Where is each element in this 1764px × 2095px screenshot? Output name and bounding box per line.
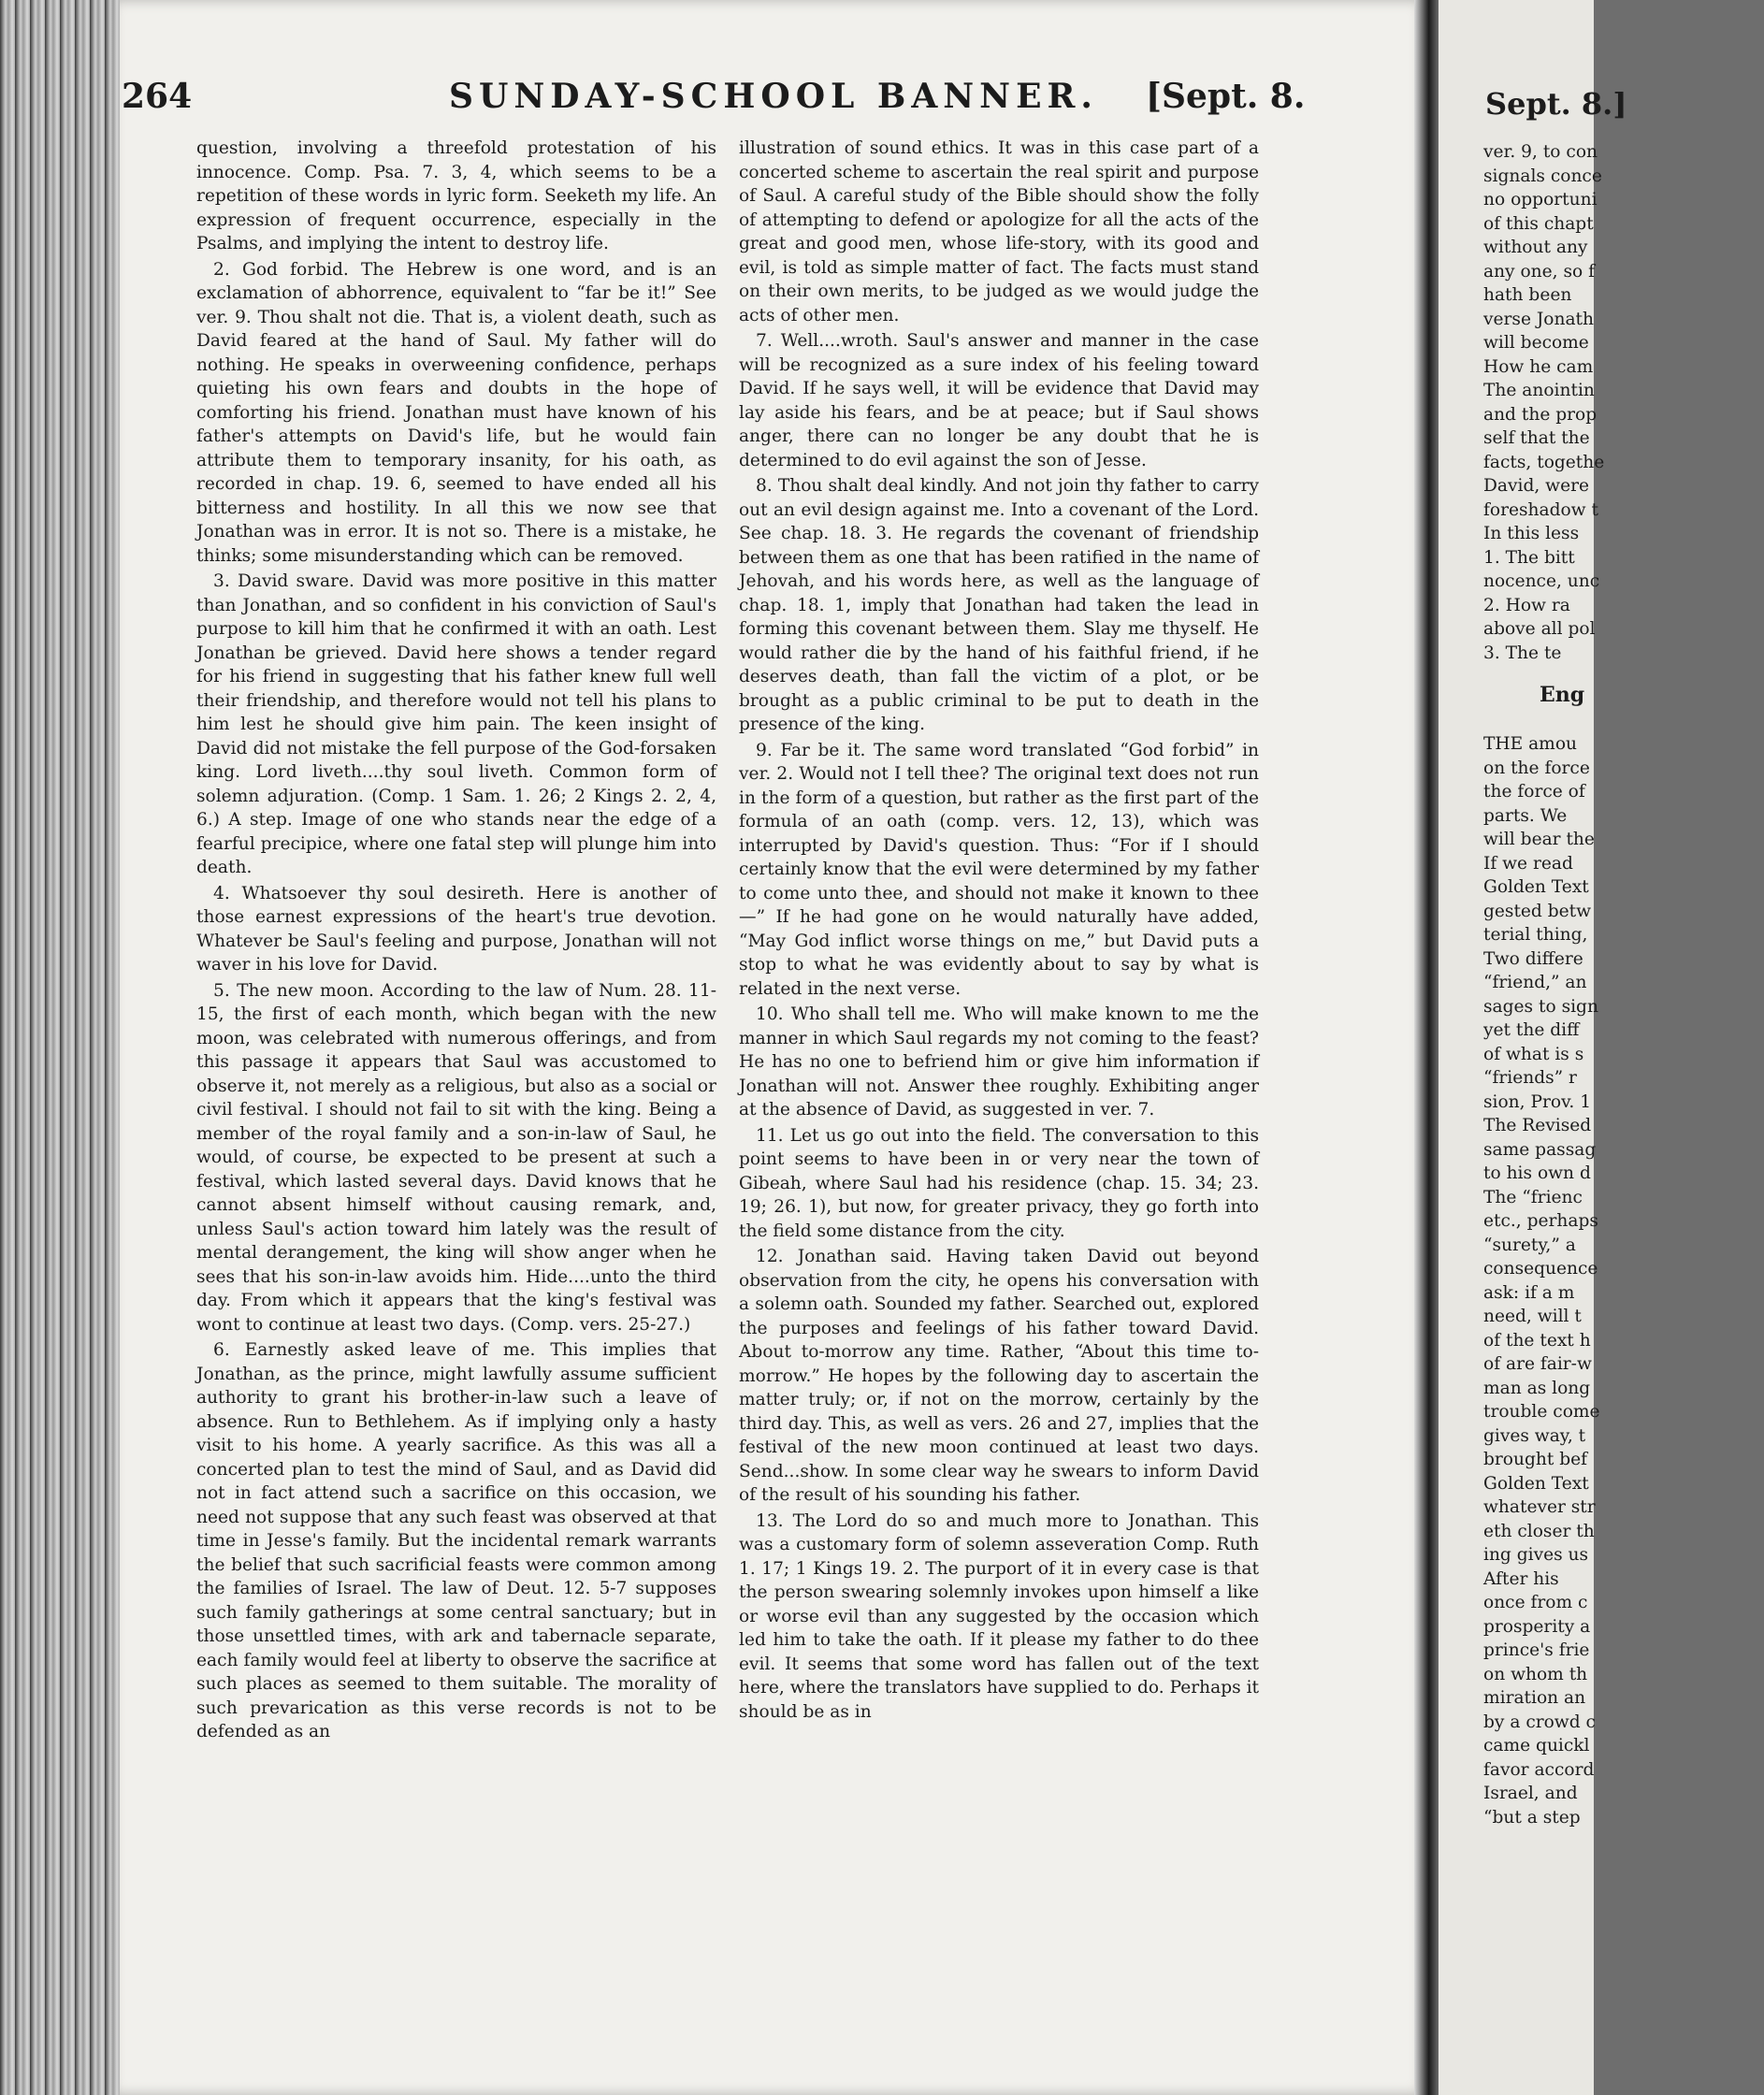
text-line: on whom th — [1483, 1664, 1588, 1684]
text-line: parts. We — [1483, 805, 1568, 826]
text-line: will become — [1483, 333, 1589, 353]
text-line: of what is s — [1483, 1044, 1584, 1064]
text-line: David, were — [1483, 476, 1589, 496]
text-line: by a crowd c — [1483, 1712, 1596, 1732]
text-line: In this less — [1483, 524, 1580, 543]
text-line: on the force — [1483, 758, 1590, 778]
text-line: facts, togethe — [1483, 452, 1605, 472]
text-line: of this chapt — [1483, 213, 1594, 234]
text-line: signals conce — [1483, 166, 1602, 186]
text-line: THE amou — [1483, 734, 1577, 754]
facing-page-header: Sept. 8.] — [1485, 86, 1627, 122]
text-line: 2. How ra — [1483, 595, 1570, 615]
text-line: self that the — [1483, 428, 1590, 448]
text-line: once from c — [1483, 1593, 1588, 1612]
paragraph: 6. Earnestly asked leave of me. This implies that Jonathan, as the prince, might lawfully assume sufficient authority to grant his brother-in-law such a leave of absence. Run to Bethlehem. As if implying only a hasty visit to his home. A yearly sacrifice. As this was all a concerted plan to test the mind of Saul, and as David did not in fact attend such a sacrifice on this occasion, we need not suppose that any such feast was observed at that time in Jesse's family. But the incidental remark warrants the belief that such sacrificial feasts were common among the families of Israel. The law of Deut. 12. 5-7 supposes such family gatherings at some central sanctuary; but in those unsettled times, with ark and tabernacle separate, each family would feel at liberty to observe the sacrifice at such places as seemed to them suitable. The morality of such prevarication as this verse records is not to be defended as an — [196, 1340, 716, 1741]
paragraph: 7. Well....wroth. Saul's answer and manner in the case will be recognized as a sure index of his feeling toward David. If he says well, it will be evidence that David may lay aside his fears, and be at peace; but if Saul shows anger, there can no longer be any doubt that he is determined to do evil against the son of Jesse. — [739, 331, 1259, 470]
text-line: yet the diff — [1483, 1020, 1580, 1040]
paragraph: 3. David sware. David was more positive in this matter than Jonathan, and so confident in his conviction of Saul's purpose to kill him that he confirmed it with an oath. Lest Jonathan be grieved. David here shows a tender regard for his friend in suggesting that his father knew full well their friendship, and therefore would not tell his plans to him lest he should give him pain. The keen insight of David did not mistake the fell purpose of the God-forsaken king. Lord liveth....thy soul liveth. Common form of solemn adjuration. (Comp. 1 Sam. 1. 26; 2 Kings 2. 2, 4, 6.) A step. Image of one who stands near the edge of a fearful precipice, where one fatal step will plunge him into death. — [196, 571, 716, 877]
facing-page — [1439, 0, 1627, 2095]
text-line: foreshadow t — [1483, 499, 1598, 520]
text-line: If we read — [1483, 853, 1573, 874]
text-line: to his own d — [1483, 1163, 1591, 1183]
text-line: favor accord — [1483, 1759, 1595, 1780]
text-line: verse Jonath — [1483, 309, 1595, 329]
text-line: will bear the — [1483, 830, 1595, 849]
text-line: nocence, unc — [1483, 571, 1600, 591]
text-line: “surety,” a — [1483, 1235, 1576, 1255]
text-line: and the prop — [1483, 404, 1598, 425]
text-line: After his — [1483, 1568, 1559, 1589]
paragraph: 2. God forbid. The Hebrew is one word, and is an exclamation of abhorrence, equivalent to “far be it!” See ver. 9. Thou shalt not die. That is, a violent death, such as David feared at the hand of Saul. My father will do nothing. He speaks in overweening confidence, perhaps quieting his own fears and doubts in the hope of comforting his friend. Jonathan must have known of his father's attempts on David's life, but he would fain attribute them to temporary insanity, for his oath, as recorded in chap. 19. 6, seemed to have ended all his bitterness and hostility. In all this we now see that Jonathan was in error. It is not so. There is a mistake, he thinks; some misunderstanding which can be removed. — [196, 259, 716, 566]
book-gutter — [0, 0, 120, 2095]
text-line: of the text h — [1483, 1330, 1591, 1351]
section-heading: Eng — [1540, 683, 1585, 707]
text-line: came quickl — [1483, 1736, 1590, 1755]
page-title: SUNDAY-SCHOOL BANNER. — [449, 77, 1098, 116]
text-line: prosperity a — [1483, 1616, 1591, 1637]
paragraph: question, involving a threefold protestation of his innocence. Comp. Psa. 7. 3, 4, which seems to be a repetition of these words in lyric form. Seeketh my life. An expression of frequent occurrence, especially in the Psalms, and implying the intent to destroy life. — [196, 138, 716, 253]
text-line: above all pol — [1483, 619, 1596, 639]
paragraph: 13. The Lord do so and much more to Jonathan. This was a customary form of solemn asseveration Comp. Ruth 1. 17; 1 Kings 19. 2. The purport of it in every case is that the person swearing solemnly invokes upon himself a like or worse evil than any suggested by the occasion which led him to take the oath. If it please my father to do thee evil. It seems that some word has fallen out of the text here, where the translators have supplied to do. Perhaps it should be as in — [739, 1510, 1259, 1722]
text-line: Golden Text — [1483, 877, 1589, 897]
text-line: miration an — [1483, 1688, 1586, 1708]
text-line: any one, so f — [1483, 261, 1595, 282]
left-column — [196, 137, 716, 1746]
text-line: of are fair-w — [1483, 1354, 1592, 1374]
text-line: consequence — [1483, 1259, 1598, 1279]
text-line: 3. The te — [1483, 643, 1562, 663]
text-line: without any — [1483, 238, 1588, 257]
text-line: etc., perhaps — [1483, 1211, 1598, 1231]
text-line: “friends” r — [1483, 1068, 1577, 1088]
text-line: no opportuni — [1483, 190, 1598, 210]
text-line: gives way, t — [1483, 1425, 1586, 1446]
text-line: same passag — [1483, 1139, 1597, 1160]
paragraph: 4. Whatsoever thy soul desireth. Here is another of those earnest expressions of the heart's true devotion. Whatever be Saul's feeling and purpose, Jonathan will not waver in his love for David. — [196, 883, 716, 975]
text-line: “friend,” an — [1483, 973, 1587, 992]
paragraph: 8. Thou shalt deal kindly. And not join thy father to carry out an evil design against me. Into a covenant of the Lord. See chap. 18. 3. He regards the covenant of friendship between them as one that has been ratified in the name of Jehovah, and his words here, as well as the language of chap. 18. 1, imply that Jonathan had taken the lead in forming this covenant between them. Slay me thyself. He would rather die by the hand of his faithful friend, if he deserves death, than fall the victim of a plot, or be brought as a public criminal to be put to death in the presence of the king. — [739, 476, 1259, 734]
text-line: The “frienc — [1483, 1187, 1583, 1207]
text-line: ask: if a m — [1483, 1282, 1575, 1303]
text-line: ver. 9, to con — [1483, 142, 1598, 162]
text-line: prince's frie — [1483, 1640, 1590, 1660]
text-line: sion, Prov. 1 — [1483, 1091, 1592, 1112]
text-line: Israel, and — [1483, 1784, 1578, 1803]
text-line: ing gives us — [1483, 1545, 1589, 1565]
paragraph: illustration of sound ethics. It was in this case part of a concerted scheme to ascertain the real spirit and purpose of Saul. A careful study of the Bible should show the folly of attempting to defend or apologize for all the acts of the great and good men, whose life-story, with its good and evil, is told as simple matter of fact. The facts must stand on their own merits, to be judged as we would judge the acts of other men. — [739, 138, 1259, 325]
text-line: man as long — [1483, 1378, 1591, 1398]
text-line: hath been — [1483, 285, 1572, 305]
page-number: 264 — [122, 77, 193, 116]
paragraph: 10. Who shall tell me. Who will make known to me the manner in which Saul regards my not coming to the feast? He has no one to befriend him or give him information if Jonathan will not. Answer thee roughly. Exhibiting anger at the absence of David, as suggested in ver. 7. — [739, 1004, 1259, 1120]
paragraph: 11. Let us go out into the field. The conversation to this point seems to have been in or very near the town of Gibeah, where Saul had his residence (chap. 15. 34; 23. 19; 26. 1), but now, for greater privacy, they go forth into the field some distance from the city. — [739, 1125, 1259, 1241]
text-line: gested betw — [1483, 901, 1592, 921]
facing-page-text — [1483, 140, 1764, 1829]
paragraph: 5. The new moon. According to the law of Num. 28. 11-15, the first of each month, which began with the new moon, was celebrated with numerous offerings, and from this passage it appears that Saul was accustomed to observe it, not merely as a religious, but also as a social or civil festival. I should not fail to sit with the king. Being a member of the royal family and a son-in-law of Saul, he would, of course, be expected to be present at such a festival, which lasted several days. David knows that he cannot absent himself without causing remark, and, unless Saul's action toward him lately was the result of mental derangement, the king will show anger when he sees that his son-in-law avoids him. Hide....unto the third day. From which it appears that the king's festival was wont to continue at least two days. (Comp. vers. 25-27.) — [196, 980, 716, 1335]
text-line: “but a step — [1483, 1807, 1581, 1828]
text-line: How he cam — [1483, 356, 1594, 377]
text-line: need, will t — [1483, 1307, 1582, 1326]
text-line: sages to sign — [1483, 996, 1598, 1017]
text-line: eth closer th — [1483, 1521, 1595, 1541]
text-line: Two differe — [1483, 948, 1583, 969]
book-spine — [1414, 0, 1439, 2095]
text-line: 1. The bitt — [1483, 547, 1575, 568]
paragraph: 9. Far be it. The same word translated “God forbid” in ver. 2. Would not I tell thee? The original text does not run in the form of a question, but rather as the first part of the formula of an oath (comp. vers. 12, 13), which was interrupted by David's question. Thus: “For if I should certainly know that the evil were determined by my father to come unto thee, and should not make it known to thee—” If he had gone on he would naturally have added, “May God inflict worse things on me,” but David puts a stop to what he was evidently about to say by what is related in the next verse. — [739, 740, 1259, 999]
text-line: The anointin — [1483, 381, 1595, 400]
text-line: the force of — [1483, 782, 1585, 802]
text-line: terial thing, — [1483, 925, 1588, 945]
text-line: trouble come — [1483, 1402, 1600, 1422]
page-date: [Sept. 8. — [1146, 77, 1306, 116]
paragraph: 12. Jonathan said. Having taken David out beyond observation from the city, he opens his conversation with a solemn oath. Sounded my father. Searched out, explored the purposes and feelings of his father toward David. About to-morrow any time. Rather, “About this time to-morrow.” He hopes by the following day to ascertain the matter truly; or, if not on the morrow, certainly by the third day. This, as well as vers. 26 and 27, implies that the festival of the new moon continued at least two days. Send...show. In some clear way he swears to inform David of the result of his sounding his father. — [739, 1247, 1259, 1505]
text-line: The Revised — [1483, 1116, 1592, 1135]
right-column — [739, 137, 1259, 1726]
text-line: Golden Text — [1483, 1473, 1589, 1494]
text-line: whatever str — [1483, 1497, 1596, 1517]
text-line: brought bef — [1483, 1450, 1588, 1469]
